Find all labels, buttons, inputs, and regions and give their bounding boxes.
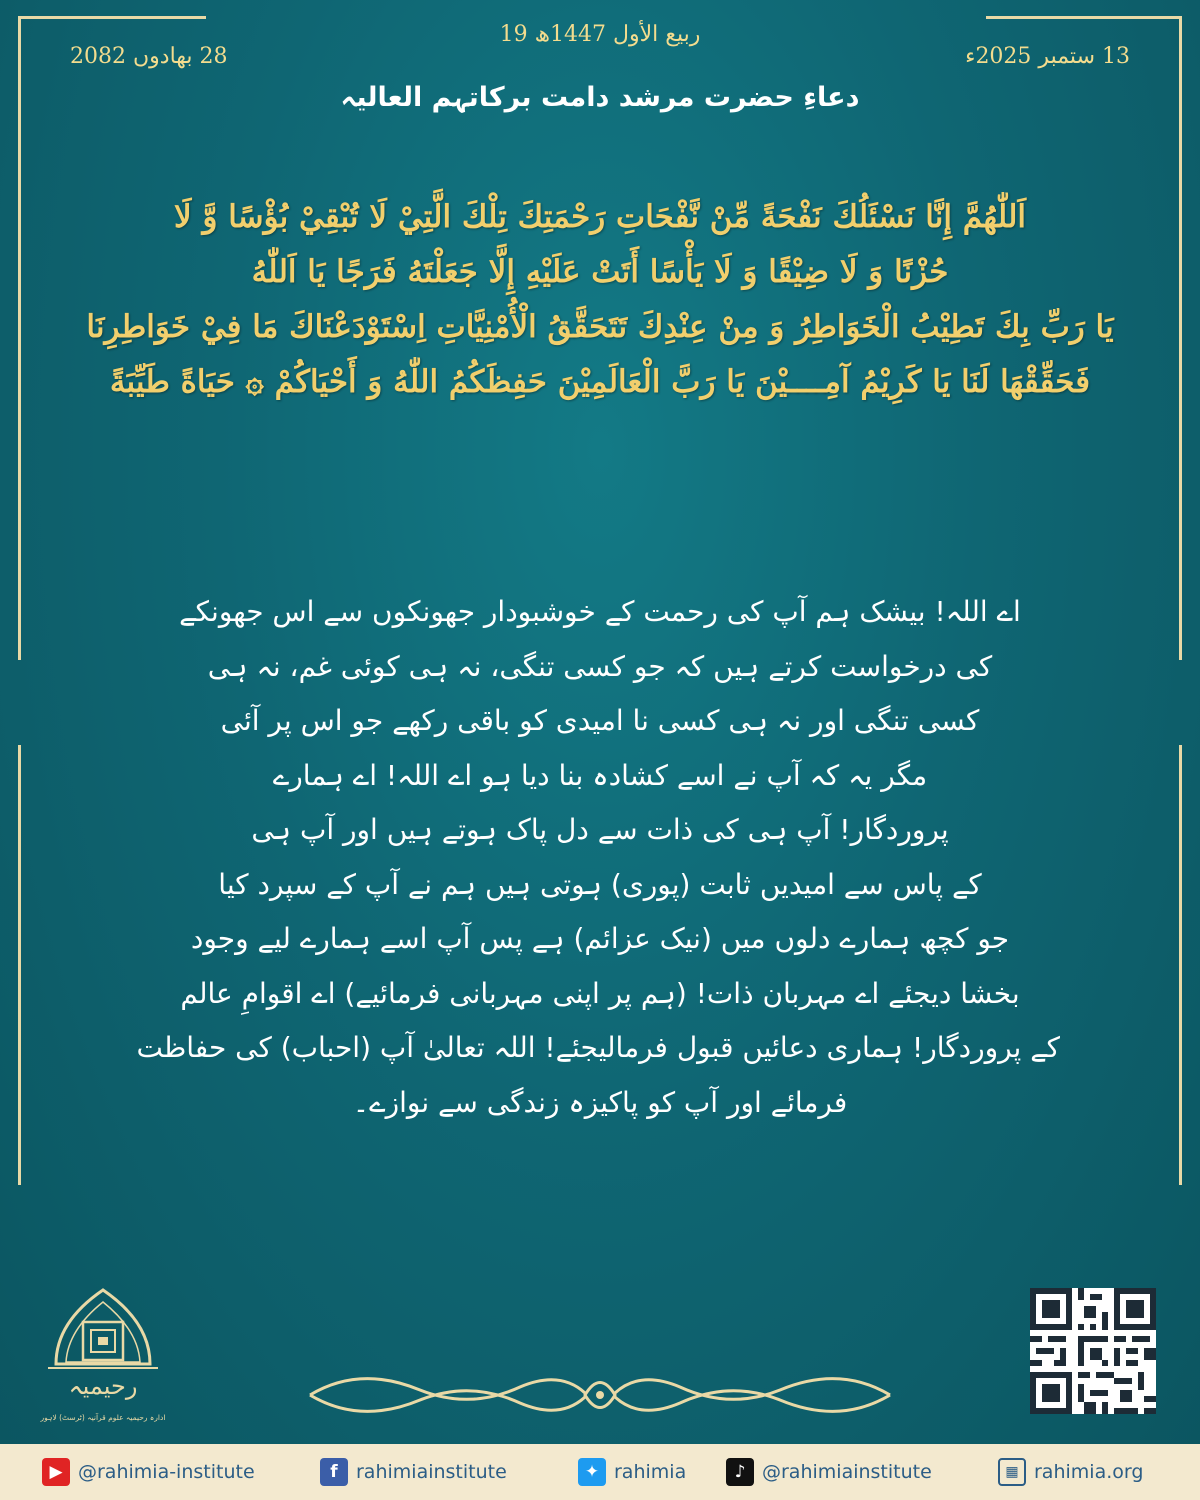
arabic-line: اَللّٰهُمَّ إِنَّا نَسْئَلُكَ نَفْحَةً مِّنْ نَّفْحَاتِ رَحْمَتِكَ تِلْكَ الَّتِيْ لَا تُبْقِيْ بُؤْسًا وَّ لَا — [173, 199, 1027, 235]
page-title: دعاءِ حضرت مرشد دامت برکاتہم العالیہ — [340, 82, 860, 113]
footer-bar — [0, 1444, 1200, 1500]
arabic-line: فَحَقِّقْهَا لَنَا يَا كَرِيْمُ آمِــــيْنَ يَا رَبَّ الْعَالَمِيْنَ حَفِظَكُمُ اللّٰهُ وَ أَحْيَاكُمْ ۞ حَيَاةً طَيِّبَةً — [109, 364, 1091, 400]
twitter-link[interactable] — [578, 1457, 686, 1487]
website-link[interactable] — [998, 1457, 1143, 1487]
twitter-icon: ✦ — [578, 1458, 606, 1486]
bikrami-date: 28 بھادوں 2082 — [70, 44, 228, 69]
facebook-handle: rahimiainstitute — [356, 1461, 507, 1483]
urdu-line: اے اللہ! بیشک ہم آپ کی رحمت کے خوشبودار جھونکوں سے اس جھونکے — [179, 595, 1021, 628]
urdu-translation — [136, 585, 1060, 1130]
arabic-dua — [70, 190, 1130, 410]
urdu-line: کسی تنگی اور نہ ہی کسی نا امیدی کو باقی رکھے جو اس پر آئی — [220, 704, 980, 737]
urdu-line: فرمائے اور آپ کو پاکیزہ زندگی سے نوازے۔ — [352, 1085, 848, 1119]
tiktok-handle: @rahimiainstitute — [762, 1461, 932, 1483]
facebook-link[interactable] — [320, 1457, 507, 1487]
urdu-line: کی درخواست کرتے ہیں کہ جو کسی تنگی، نہ ہی کوئی غم، نہ ہی — [207, 649, 993, 683]
tiktok-link[interactable] — [726, 1457, 932, 1487]
arabic-line: حُزْنًا وَ لَا ضِيْقًا وَ لَا يَأْسًا أَتَتْ عَلَيْهِ إِلَّا جَعَلْتَهُ فَرَجًا يَا اَللّٰهُ — [251, 254, 949, 290]
ornament-divider — [300, 1365, 900, 1425]
urdu-line: جو کچھ ہمارے دلوں میں (نیک عزائم) ہے پس آپ اسے ہمارے لیے وجود — [190, 922, 1010, 955]
frame-top-right-horizontal — [986, 16, 1182, 19]
urdu-line: بخشا دیجئے اے مہربان ذات! (ہم پر اپنی مہربانی فرمائیے) اے اقوامِ عالم — [180, 976, 1020, 1010]
urdu-line: پروردگار! آپ ہی کی ذات سے دل پاک ہوتے ہیں اور آپ ہی — [251, 813, 949, 846]
frame-top-left-horizontal — [18, 16, 206, 19]
qr-code-icon — [1030, 1288, 1156, 1414]
facebook-icon: f — [320, 1458, 348, 1486]
frame-mid-right-vertical — [1179, 745, 1182, 1185]
frame-mid-left-vertical — [18, 745, 21, 1185]
tiktok-icon: ♪ — [726, 1458, 754, 1486]
twitter-handle: rahimia — [614, 1461, 687, 1483]
urdu-line: مگر یہ کہ آپ نے اسے کشادہ بنا دیا ہو اے اللہ! اے ہمارے — [272, 758, 928, 792]
logo-subtitle: ادارہ رحیمیہ علوم قرآنیہ (ٹرسٹ) لاہور — [40, 1413, 166, 1422]
youtube-handle: @rahimia-institute — [78, 1461, 255, 1483]
youtube-icon: ▶ — [42, 1458, 70, 1486]
arabic-line: يَا رَبِّ بِكَ تَطِيْبُ الْخَوَاطِرُ وَ مِنْ عِنْدِكَ تَتَحَقَّقُ الْأُمْنِيَّاتِ اِسْتَوْدَعْنَاكَ مَا فِيْ خَوَاطِرِنَا — [86, 309, 1114, 345]
urdu-line: کے پروردگار! ہماری دعائیں قبول فرمالیجئے! اللہ تعالیٰ آپ (احباب) کی حفاظت — [136, 1031, 1060, 1064]
rahimia-logo — [38, 1282, 168, 1432]
qr-code[interactable] — [1030, 1288, 1156, 1414]
youtube-link[interactable] — [42, 1457, 255, 1487]
urdu-line: کے پاس سے امیدیں ثابت (پوری) ہوتی ہیں ہم نے آپ کے سپرد کیا — [218, 867, 982, 901]
website-url: rahimia.org — [1034, 1461, 1144, 1483]
website-icon: ▦ — [998, 1458, 1026, 1486]
hijri-date: 19 ربیع الأول 1447ھ — [499, 22, 701, 47]
gregorian-date: 13 ستمبر 2025ء — [965, 44, 1130, 69]
logo-name: رحیمیہ — [68, 1372, 138, 1400]
